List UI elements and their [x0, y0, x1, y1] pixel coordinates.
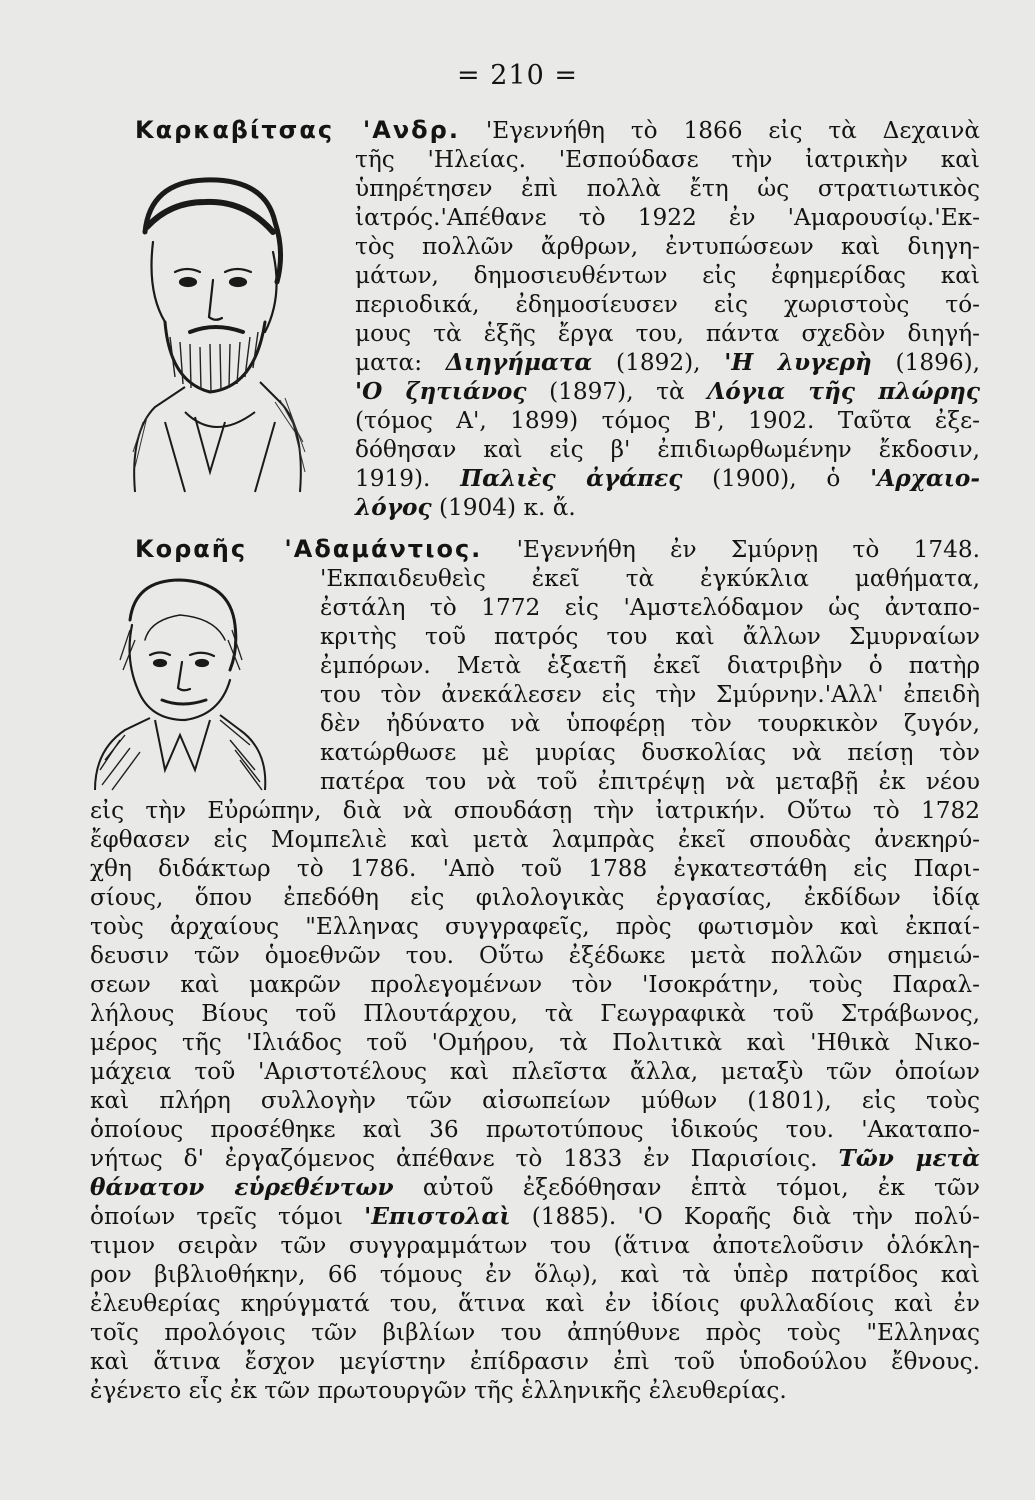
text-line [90, 377, 980, 406]
text-line: μάτων, δημοσιευθέντων εἰς ἐφημερίδας καὶ [355, 262, 980, 289]
text-line: ἔφθασεν εἰς Μομπελιὲ καὶ μετὰ λαμπρὰς ἐκεῖ σπουδὰς ἀνεκηρύ- [90, 826, 980, 853]
text-span: (1885). 'Ο Κοραῆς διὰ τὴν πολύ- [531, 1203, 980, 1230]
text-line: χθη διδάκτωρ τὸ 1786. 'Απὸ τοῦ 1788 ἐγκατεστάθη εἰς Παρι- [90, 855, 980, 882]
text-span: ματα: [355, 349, 423, 376]
text-line: ρον βιβλιοθήκην, 66 τόμους ἐν ὅλῳ), καὶ τὰ ὑπὲρ πατρίδος καὶ [90, 1261, 980, 1288]
text-line: μάχεια τοῦ 'Αριστοτέλους καὶ πλεῖστα ἄλλα, μεταξὺ τῶν ὁποίων [90, 1058, 980, 1085]
text-span: 1919). [355, 465, 431, 492]
text-line: δόθησαν καὶ εἰς β' ἐπιδιωρθωμένην ἔκδοσιν, [355, 436, 980, 463]
text-line [90, 348, 980, 377]
text-span: ὁποίων τρεῖς τόμοι [90, 1203, 343, 1230]
entry-korais [90, 535, 980, 1405]
text-span: 'Εγεννήθη ἐν Σμύρνῃ τὸ 1748. [516, 536, 980, 563]
text-span: (1896), [895, 349, 980, 376]
text-line: περιοδικά, ἐδημοσίευσεν εἰς χωριστοὺς τό- [355, 291, 980, 318]
text-line: του τὸν ἀνεκάλεσεν εἰς τὴν Σμύρνην.'Αλλ' ἐπειδὴ [320, 681, 980, 708]
text-line: (τόμος Α', 1899) τόμος Β', 1902. Ταῦτα ἐξε- [355, 407, 980, 434]
entry-name: Καρκαβίτσας 'Ανδρ. [135, 116, 460, 144]
text-line: καὶ ἅτινα ἔσχον μεγίστην ἐπίδρασιν ἐπὶ τοῦ ὑποδούλου ἔθνους. [90, 1348, 980, 1375]
page-number: = 210 = [457, 60, 578, 91]
text-line [90, 1173, 980, 1202]
text-line: δευσιν τῶν ὁμοεθνῶν του. Οὕτω ἐξέδωκε μετὰ πολλῶν σημειώ- [90, 942, 980, 969]
title-italic: Παλιὲς ἀγάπες [460, 465, 683, 492]
text-line: 'Εκπαιδευθεὶς ἐκεῖ τὰ ἐγκύκλια μαθήματα, [320, 565, 980, 592]
text-line: λήλους Βίους τοῦ Πλουτάρχου, τὰ Γεωγραφικὰ τοῦ Στράβωνος, [90, 1000, 980, 1027]
text-line [90, 535, 980, 564]
entry-karkavitsas [90, 116, 980, 522]
text-line: δὲν ἠδύνατο νὰ ὑποφέρῃ τὸν τουρκικὸν ζυγόν, [320, 710, 980, 737]
title-italic: 'Ο ζητιάνος [355, 378, 527, 405]
text-line: μους τὰ ἑξῆς ἔργα του, πάντα σχεδὸν διηγή- [355, 320, 980, 347]
text-span: 'Εγεννήθη τὸ 1866 εἰς τὰ Δεχαινὰ [485, 117, 980, 144]
entry-name: Κοραῆς 'Αδαμάντιος. [135, 535, 483, 563]
text-line: πατέρα του νὰ τοῦ ἐπιτρέψῃ νὰ μεταβῇ ἐκ νέου [320, 768, 980, 795]
text-span: (1897), τὰ [549, 378, 685, 405]
text-span: (1900), ὁ [712, 465, 841, 492]
text-line: ὑπηρέτησεν ἐπὶ πολλὰ ἔτη ὡς στρατιωτικὸς [355, 175, 980, 202]
text-line: ἐστάλη τὸ 1772 εἰς 'Αμστελόδαμον ὡς ἀνταπο- [320, 594, 980, 621]
text-line: σίους, ὅπου ἐπεδόθη εἰς φιλολογικὰς ἐργασίας, ἐκδίδων ἰδίᾳ [90, 884, 980, 911]
title-italic: 'Η λυγερὴ [724, 349, 872, 376]
title-italic: Διηγήματα [445, 349, 593, 376]
title-italic: θάνατον εὑρεθέντων [90, 1174, 394, 1201]
text-line: τῆς 'Ηλείας. 'Εσπούδασε τὴν ἰατρικὴν καὶ [355, 146, 980, 173]
text-line: τοὺς ἀρχαίους "Ελληνας συγγραφεῖς, πρὸς φωτισμὸν καὶ ἐκπαί- [90, 913, 980, 940]
title-italic: Λόγια τῆς πλώρης [707, 378, 980, 405]
title-italic: Τῶν μετὰ [838, 1145, 980, 1172]
text-line: τιμον σειρὰν τῶν συγγραμμάτων του (ἅτινα ἀποτελοῦσιν ὁλόκλη- [90, 1232, 980, 1259]
text-line [90, 116, 980, 145]
text-line: ἐλευθερίας κηρύγματά του, ἅτινα καὶ ἐν ἰδίοις φυλλαδίοις καὶ ἐν [90, 1290, 980, 1317]
text-line [90, 1202, 980, 1231]
text-line: ὁποίους προσέθηκε καὶ 36 πρωτοτύπους ἰδικούς του. 'Ακαταπο- [90, 1116, 980, 1143]
text-line: ἐμπόρων. Μετὰ ἑξαετῆ ἐκεῖ διατριβὴν ὁ πατὴρ [320, 652, 980, 679]
text-span: αὐτοῦ ἐξεδόθησαν ἑπτὰ τόμοι, ἐκ τῶν [422, 1174, 980, 1201]
text-line: καὶ πλήρη συλλογὴν τῶν αἰσωπείων μύθων (1801), εἰς τοὺς [90, 1087, 980, 1114]
text-line [90, 464, 980, 493]
text-line: τὸς πολλῶν ἄρθρων, ἐντυπώσεων καὶ διηγη- [355, 233, 980, 260]
text-line: κατώρθωσε μὲ μυρίας δυσκολίας νὰ πείσῃ τὸν [320, 739, 980, 766]
text-span: νήτως δ' ἐργαζόμενος ἀπέθανε τὸ 1833 ἐν Παρισίοις. [90, 1145, 818, 1172]
text-line [90, 493, 980, 522]
text-span: (1892), [616, 349, 701, 376]
title-italic: 'Επιστολαὶ [364, 1203, 511, 1230]
text-line: μέρος τῆς 'Ιλιάδος τοῦ 'Ομήρου, τὰ Πολιτικὰ καὶ 'Ηθικὰ Νικο- [90, 1029, 980, 1056]
title-italic: λόγος [355, 494, 432, 521]
text-line: τοῖς προλόγοις τῶν βιβλίων του ἀπηύθυνε πρὸς τοὺς "Ελληνας [90, 1319, 980, 1346]
text-line: κριτὴς τοῦ πατρός του καὶ ἄλλων Σμυρναίων [320, 623, 980, 650]
text-line: σεων καὶ μακρῶν προλεγομένων τὸν 'Ισοκράτην, τοὺς Παραλ- [90, 971, 980, 998]
text-line: ἐγένετο εἷς ἐκ τῶν πρωτουργῶν τῆς ἑλληνικῆς ἐλευθερίας. [90, 1377, 787, 1404]
text-line: ἰατρός.'Απέθανε τὸ 1922 ἐν 'Αμαρουσίῳ.'Εκ- [355, 204, 980, 231]
text-line [90, 1144, 980, 1173]
text-span: (1904) κ. ἄ. [439, 494, 576, 521]
text-line: εἰς τὴν Εὐρώπην, διὰ νὰ σπουδάσῃ τὴν ἰατρικήν. Οὕτω τὸ 1782 [90, 797, 980, 824]
title-italic: 'Αρχαιο- [870, 465, 980, 492]
